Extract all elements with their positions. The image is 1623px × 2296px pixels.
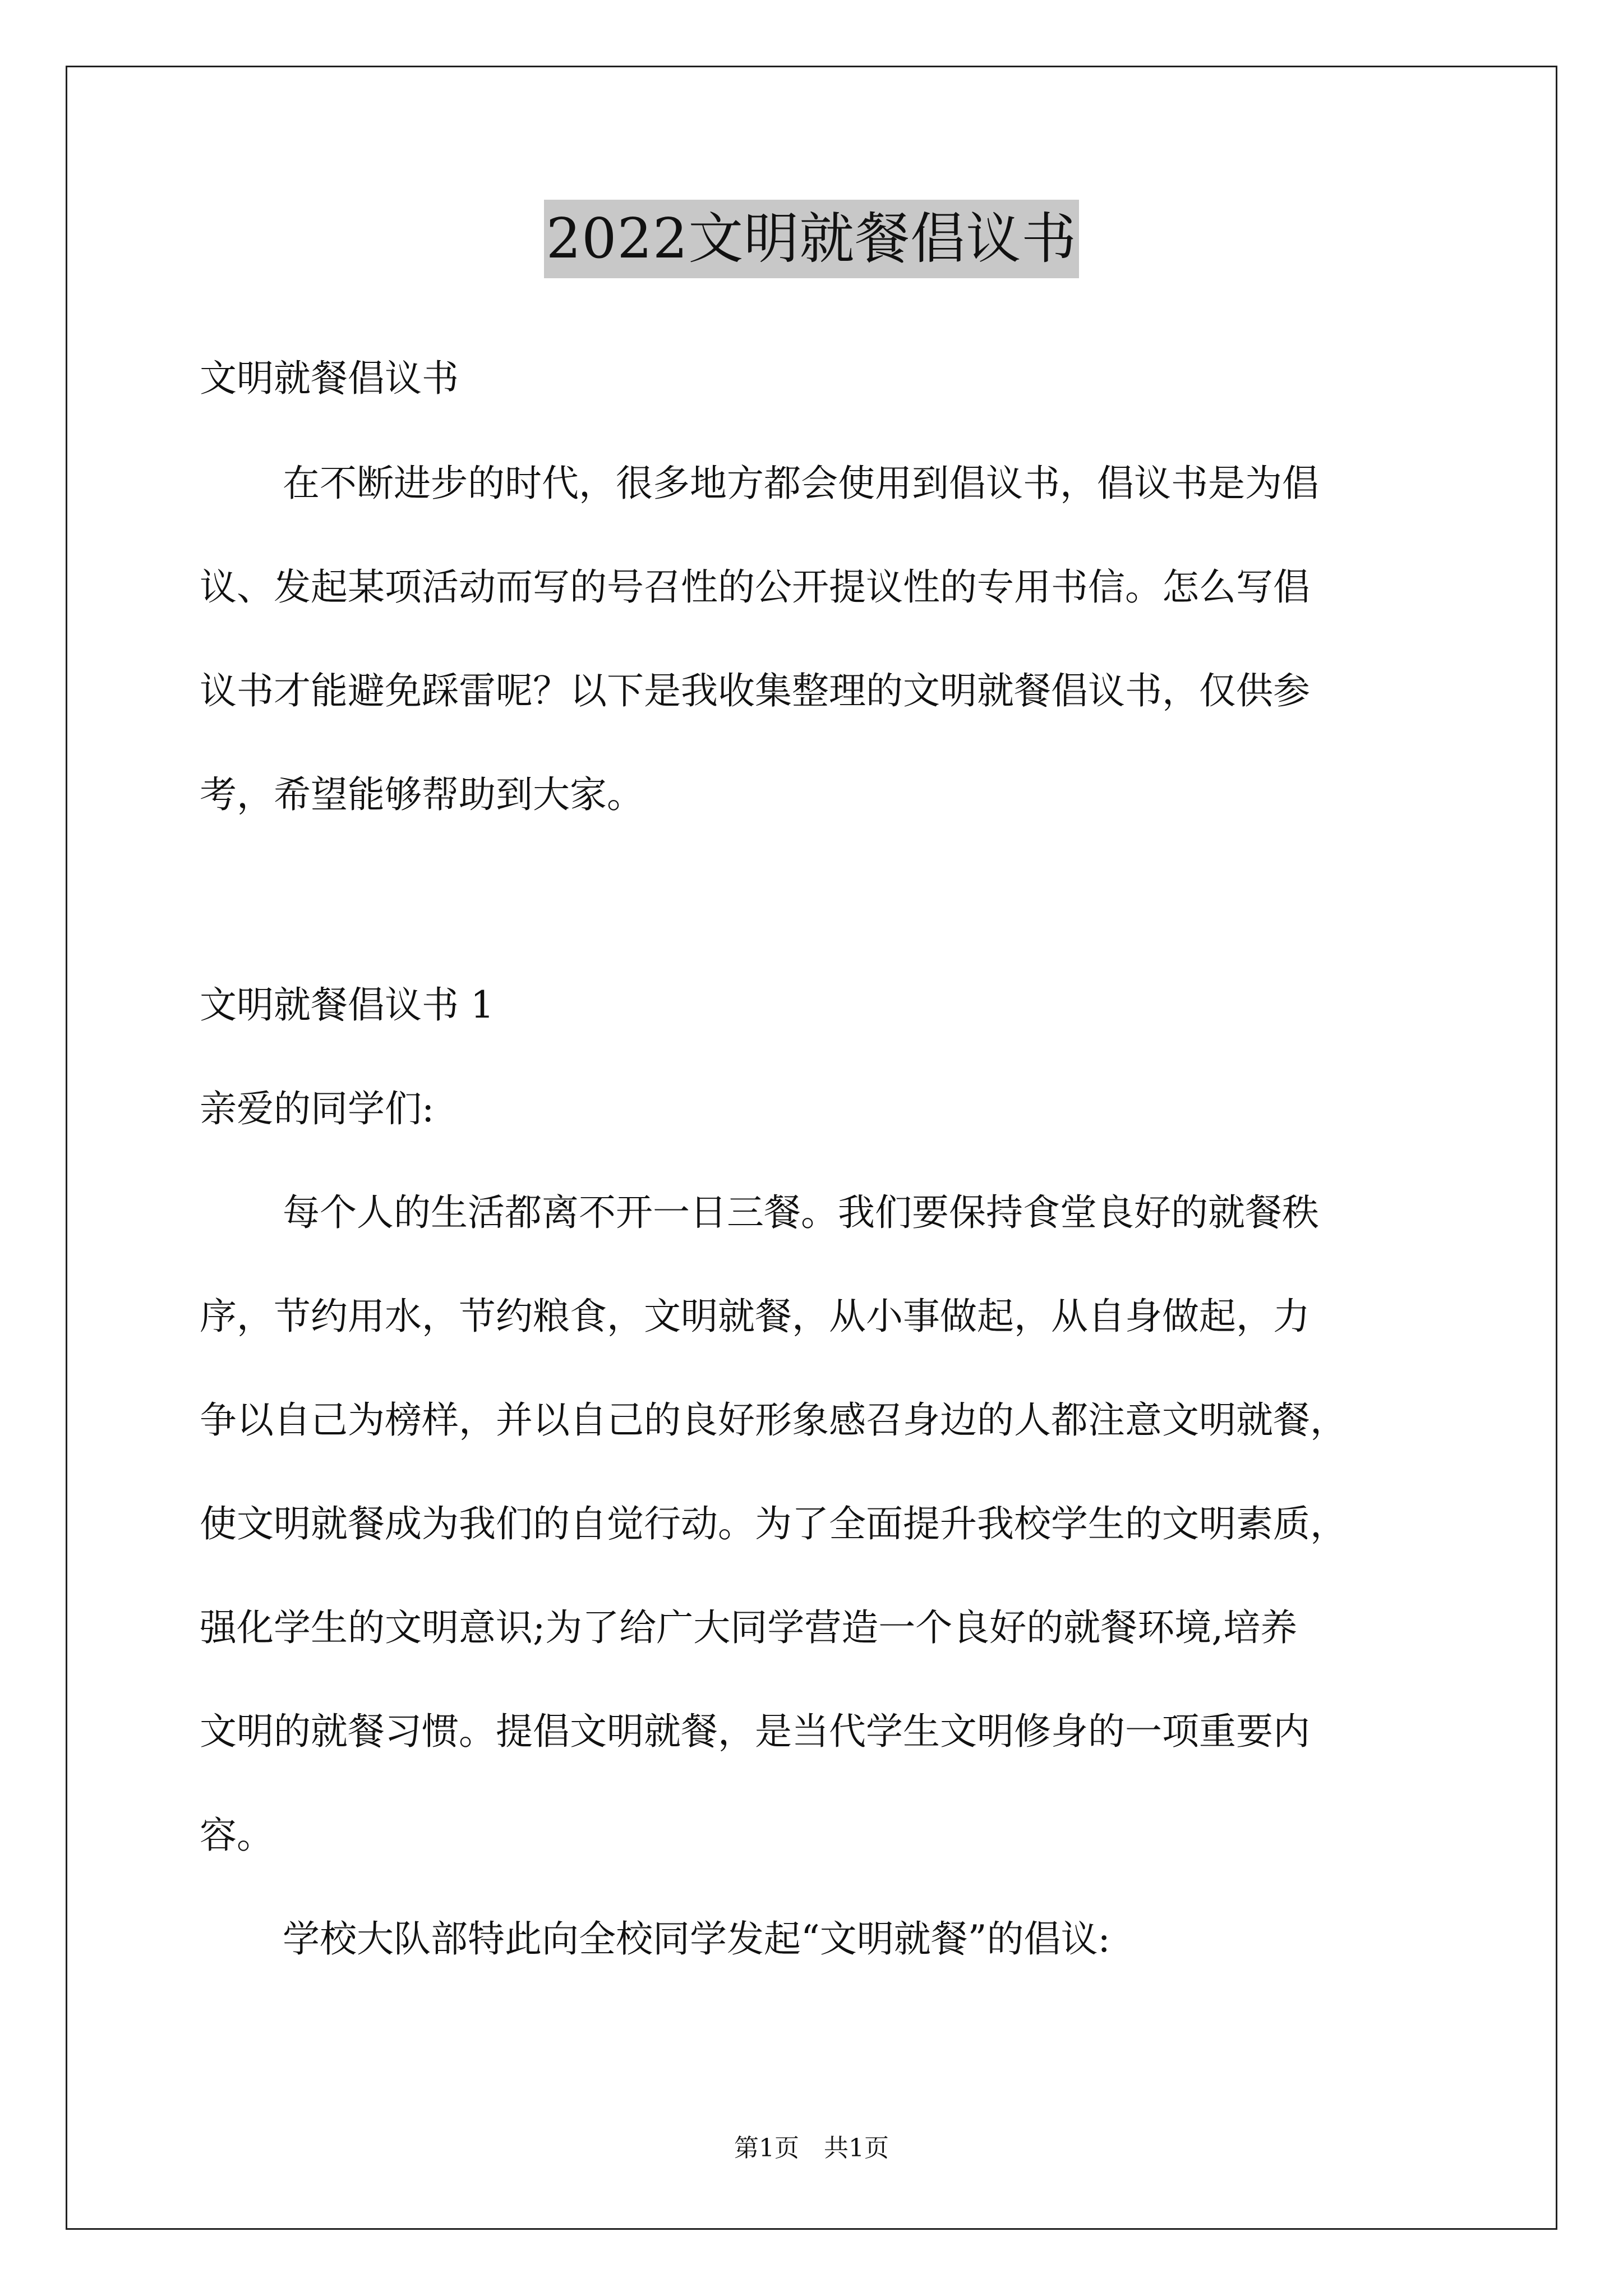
closing-line: 学校大队部特此向全校同学发起“文明就餐”的倡议: [283,1917,1110,1961]
title-container [0,200,1623,278]
intro-line: 议书才能避免踩雷呢？以下是我收集整理的文明就餐倡议书，仅供参 [200,669,1310,712]
intro-line: 议、发起某项活动而写的号召性的公开提议性的专用书信。怎么写倡 [200,565,1310,609]
body-line: 容。 [200,1814,274,1857]
body-line: 使文明就餐成为我们的自觉行动。为了全面提升我校学生的文明素质， [200,1502,1347,1545]
intro-line: 在不断进步的时代，很多地方都会使用到倡议书，倡议书是为倡 [283,462,1319,505]
intro-line: 考，希望能够帮助到大家。 [200,773,644,816]
document-title: 2022文明就餐倡议书 [544,200,1079,278]
body-line: 序，节约用水，节约粮食，文明就餐，从小事做起，从自身做起，力 [200,1295,1310,1338]
section-heading: 文明就餐倡议书 1 [200,983,494,1027]
document-subtitle: 文明就餐倡议书 [200,357,459,400]
body-line: 强化学生的文明意识;为了给广大同学营造一个良好的就餐环境,培养 [200,1606,1298,1649]
body-line: 争以自己为榜样，并以自己的良好形象感召身边的人都注意文明就餐， [200,1398,1347,1442]
page-footer: 第1页 共1页 [734,2134,889,2162]
body-line: 文明的就餐习惯。提倡文明就餐，是当代学生文明修身的一项重要内 [200,1710,1310,1753]
body-line: 每个人的生活都离不开一日三餐。我们要保持食堂良好的就餐秩 [283,1191,1319,1234]
salutation: 亲爱的同学们: [200,1087,435,1130]
